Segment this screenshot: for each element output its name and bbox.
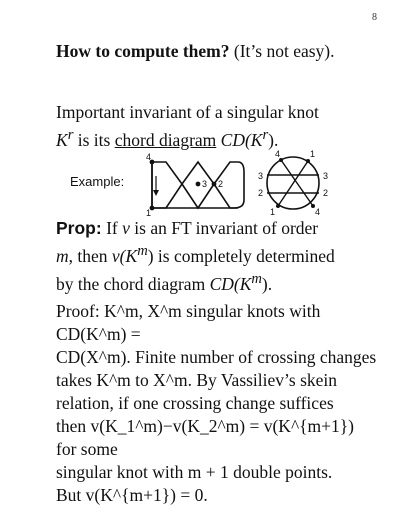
chord-diagram [258,148,338,218]
chord-label-1-top: 1 [310,149,316,159]
math-k: K [56,129,68,150]
heading-bold: How to compute them? [56,41,230,61]
invariant-line2-pre: is its [77,129,111,150]
invariant-block [56,101,374,152]
prop-line3a: by the chord diagram [56,273,206,294]
prop-line2e: is completely determined [157,245,335,266]
proof-line-5: then v(K_1^m)−v(K_2^m) = v(K^{m+1}) for some [56,416,355,459]
proof-line-1: Proof: K^m, X^m singular knots with CD(K^m) = [56,301,321,344]
math-r-2: r [262,127,269,143]
chord-label-2-right: 2 [323,188,329,198]
prop-label: Prop: [56,218,102,238]
knot-label-1: 1 [146,208,152,218]
heading-block [56,40,374,63]
prop-v: v [122,218,130,238]
proof-block [56,300,378,507]
prop-line1b: is an FT invariant of order [134,218,319,238]
page-number: 8 [372,12,377,23]
prop-sup-m: m [137,243,148,259]
invariant-line1: Important invariant of a singular knot [56,102,319,122]
knot-label-4: 4 [146,152,152,162]
proof-line-4: relation, if one crossing change suffices [56,393,334,413]
prop-vk: v(K [111,245,138,266]
chord-label-1-bottom: 1 [270,207,276,217]
chord-label-4-bottom: 4 [315,207,321,217]
chord-label-3-right: 3 [323,171,329,181]
chord-diagram-term: chord diagram [114,129,217,150]
prop-sup-m-2: m [251,270,262,287]
prop-line1a: If [106,218,118,238]
prop-m: m [56,245,69,266]
knot-label-2: 2 [218,179,224,189]
singular-knot-diagram [146,148,246,218]
proof-line-7: But v(K^{m+1}) = 0. [56,485,208,505]
prop-then: , then [68,245,108,266]
prop-paren: ) [147,245,154,266]
prop-cd: CD(K [209,273,252,294]
math-close: ). [268,129,279,150]
prop-close: ). [261,273,273,294]
math-cd: CD(K [220,129,263,150]
heading-rest: (It’s not easy). [233,41,335,61]
chord-label-4-top: 4 [275,149,281,159]
math-r: r [67,127,74,143]
proof-line-3: takes K^m to X^m. By Vassiliev’s skein [56,370,338,390]
knot-label-3: 3 [202,179,208,189]
chord-label-3-left: 3 [258,171,264,181]
example-label: Example: [70,174,125,189]
proof-line-6: singular knot with m + 1 double points. [56,462,333,482]
prop-block [56,217,374,296]
proof-line-2: CD(X^m). Finite number of crossing changes [56,347,377,367]
chord-label-2-left: 2 [258,188,264,198]
